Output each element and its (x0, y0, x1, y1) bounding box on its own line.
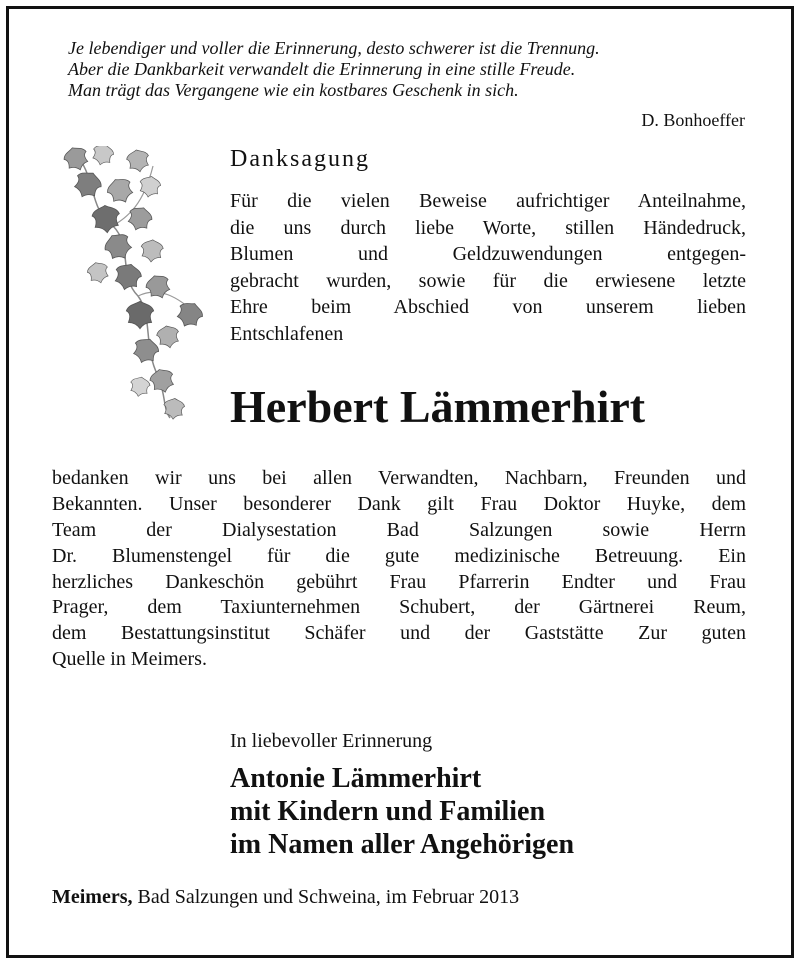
signers-block (230, 762, 574, 861)
body-line: dem Bestattungsinstitut Schäfer und der Gaststätte Zur guten (52, 622, 746, 645)
footer-rest: Bad Salzungen und Schweina, im Februar 2013 (132, 886, 520, 908)
deceased-name: Herbert Lämmerhirt (230, 381, 646, 432)
body-line: Dr. Blumenstengel für die gute medizinische Betreuung. Ein (52, 544, 746, 567)
body-line: bedanken wir uns bei allen Verwandten, Nachbarn, Freunden und (52, 467, 746, 489)
place-date-line (52, 886, 519, 909)
signer-line: mit Kindern und Familien (230, 796, 546, 827)
intro-line: Für die vielen Beweise aufrichtiger Anteilnahme, (230, 190, 746, 212)
intro-line: gebracht wurden, sowie für die erwiesene letzte (230, 269, 746, 292)
intro-line: Blumen und Geldzuwendungen entgegen- (230, 243, 746, 265)
signer-line: im Namen aller Angehörigen (230, 829, 575, 860)
intro-line: die uns durch liebe Worte, stillen Händedruck, (230, 216, 746, 239)
ivy-leaves-icon (58, 146, 214, 422)
intro-line: Entschlafenen (230, 322, 344, 345)
intro-paragraph (230, 188, 746, 347)
quote-line-1: Je lebendiger und voller die Erinnerung, desto schwerer ist die Trennung. (68, 38, 600, 58)
quote-line-2: Aber die Dankbarkeit verwandelt die Erinnerung in eine stille Freude. (68, 59, 576, 79)
body-line: Quelle in Meimers. (52, 648, 207, 671)
quote-author: D. Bonhoeffer (641, 110, 745, 130)
closing-intro: In liebevoller Erinnerung (230, 730, 433, 752)
quote-line-3: Man trägt das Vergangene wie ein kostbares Geschenk in sich. (68, 80, 519, 100)
intro-line: Ehre beim Abschied von unserem lieben (230, 296, 746, 318)
body-line: Team der Dialysestation Bad Salzungen sowie Herrn (52, 518, 746, 541)
bonhoeffer-quote (68, 38, 748, 101)
body-line: Bekannten. Unser besonderer Dank gilt Frau Doktor Huyke, dem (52, 492, 746, 515)
thanks-paragraph (52, 466, 746, 673)
body-line: Prager, dem Taxiunternehmen Schubert, der Gärtnerei Reum, (52, 596, 746, 619)
body-line: herzliches Dankeschön gebührt Frau Pfarrerin Endter und Frau (52, 570, 746, 593)
footer-place: Meimers, (52, 886, 133, 908)
signer-line: Antonie Lämmerhirt (230, 763, 482, 794)
heading-danksagung: Danksagung (230, 146, 370, 172)
